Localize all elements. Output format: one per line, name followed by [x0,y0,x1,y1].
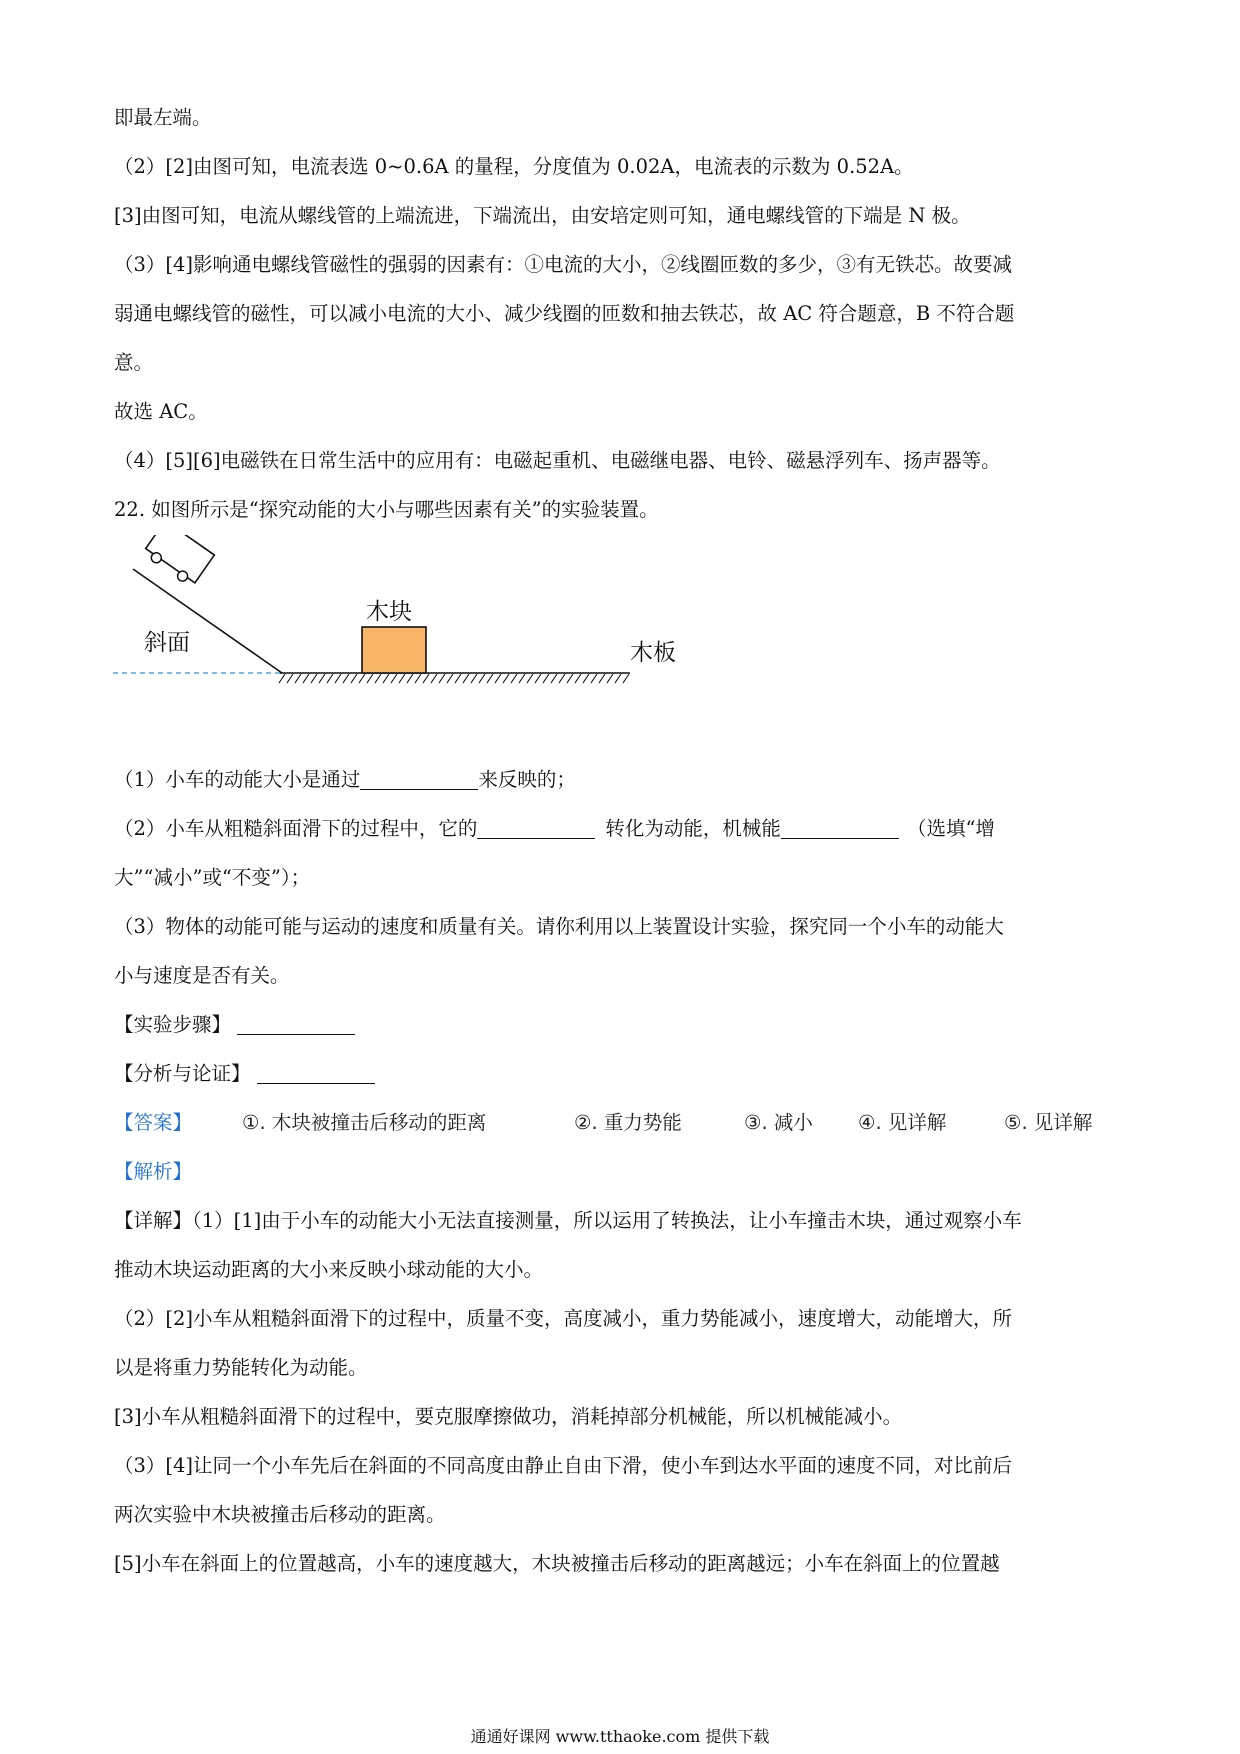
page-footer: 通通好课网 www.tthaoke.com 提供下载 [470,1727,770,1746]
ground-hatching [279,674,629,683]
slope-label: 斜面 [144,630,190,656]
paragraph: （2）[2]由图可知，电流表选 0~0.6A 的量程，分度值为 0.02A，电流表的示数为 0.52A。 [114,155,914,178]
answer-item: ⑤. 见详解 [1004,1111,1093,1134]
answer-row [114,1107,1124,1135]
question-3: （3）物体的动能可能与运动的速度和质量有关。请你利用以上装置设计实验，探究同一个小车的动能大 [114,915,1004,938]
answer-blank [477,818,595,839]
paragraph: 故选 AC。 [114,400,208,423]
cart [142,535,214,588]
analysis-label: 【解析】 [114,1160,193,1183]
slope-line [133,569,282,673]
answer-label: 【答案】 [114,1111,193,1134]
steps-line: 【实验步骤】 [114,1009,355,1037]
answer-blank [360,769,478,790]
paragraph: 意。 [114,351,154,374]
board-label: 木板 [630,640,676,666]
question-1: （1）小车的动能大小是通过 来反映的； [114,768,576,791]
question-2: （2）小车从粗糙斜面滑下的过程中，它的 转化为动能，机械能 （选填“增 [114,817,995,840]
paragraph: （3）[4]影响通电螺线管磁性的强弱的因素有：①电流的大小，②线圈匝数的多少，③有无铁芯。故要减 [114,253,1013,276]
analysis-line: 【分析与论证】 [114,1058,375,1086]
paragraph: （4）[5][6]电磁铁在日常生活中的应用有：电磁起重机、电磁继电器、电铃、磁悬浮列车、扬声器等。 [114,449,1001,472]
paragraph: 以是将重力势能转化为动能。 [114,1356,368,1379]
answer-item: ④. 见详解 [858,1111,947,1134]
answer-blank [237,1014,355,1035]
answer-blank [781,818,899,839]
question-stem: 22. 如图所示是“探究动能的大小与哪些因素有关”的实验装置。 [114,498,659,521]
block-label: 木块 [366,599,412,625]
answer-item: ②. 重力势能 [574,1111,682,1134]
paragraph: （2）[2]小车从粗糙斜面滑下的过程中，质量不变，高度减小，重力势能减小，速度增大，动能增大，所 [114,1307,1013,1330]
experiment-diagram [110,535,690,695]
paragraph: 推动木块运动距离的大小来反映小球动能的大小。 [114,1258,544,1281]
answer-item: ③. 减小 [744,1111,813,1134]
paragraph: [5]小车在斜面上的位置越高，小车的速度越大，木块被撞击后移动的距离越远；小车在斜面上的位置越 [114,1552,1000,1575]
paragraph: [3]由图可知，电流从螺线管的上端流进，下端流出，由安培定则可知，通电螺线管的下端是 N 极。 [114,204,971,227]
paragraph: 两次实验中木块被撞击后移动的距离。 [114,1503,446,1526]
question-2-cont: 大”“减小”或“不变”）； [114,866,311,889]
paragraph: 即最左端。 [114,106,212,129]
answer-blank [257,1063,375,1084]
question-3-cont: 小与速度是否有关。 [114,964,290,987]
paragraph: 【详解】（1）[1]由于小车的动能大小无法直接测量，所以运用了转换法，让小车撞击木块，通过观察小车 [114,1209,1022,1232]
paragraph: （3）[4]让同一个小车先后在斜面的不同高度由静止自由下滑，使小车到达水平面的速度不同，对比前后 [114,1454,1013,1477]
wooden-block [362,627,426,673]
answer-item: ①. 木块被撞击后移动的距离 [242,1111,487,1134]
paragraph: 弱通电螺线管的磁性，可以减小电流的大小、减少线圈的匝数和抽去铁芯，故 AC 符合题意，B 不符合题 [114,302,1015,325]
paragraph: [3]小车从粗糙斜面滑下的过程中，要克服摩擦做功，消耗掉部分机械能，所以机械能减小。 [114,1405,903,1428]
